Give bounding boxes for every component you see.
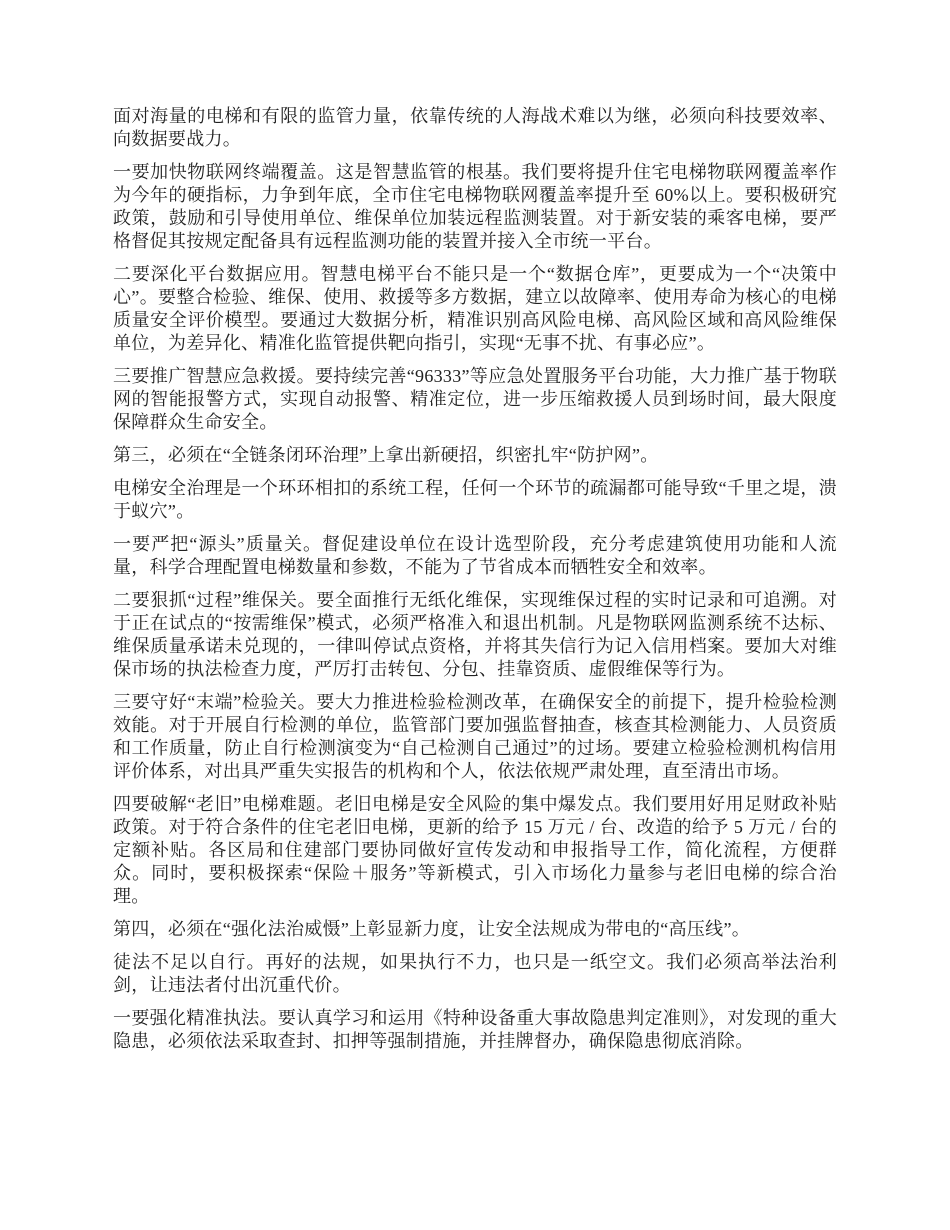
paragraph-section-heading: 第三，必须在“全链条闭环治理”上拿出新硬招，织密扎牢“防护网”。 bbox=[113, 445, 659, 465]
paragraph: 二要狠抓“过程”维保关。要全面推行无纸化维保，实现维保过程的实时记录和可追溯。对于正在试点的“按需维保”模式，必须严格准入和退出机制。凡是物联网监测系统不达标、维保质量承诺未兑现的，一律叫停试点资格，并将其失信行为记入信用档案。要加大对维保市场的执法检查力度，严厉打击转包、分包、挂靠资质、虚假维保等行为。 bbox=[113, 590, 837, 679]
paragraph: 四要破解“老旧”电梯难题。老旧电梯是安全风险的集中爆发点。我们要用好用足财政补贴政策。对于符合条件的住宅老旧电梯，更新的给予 15 万元 / 台、改造的给予 5 万元 / 台的定额补贴。各区局和住建部门要协同做好宣传发动和申报指导工作，简化流程，方便群众。同时，要积极探索“保险＋服务”等新模式，引入市场化力量参与老旧电梯的综合治理。 bbox=[113, 794, 837, 906]
paragraph: 面对海量的电梯和有限的监管力量，依靠传统的人海战术难以为继，必须向科技要效率、向数据要战力。 bbox=[113, 106, 837, 149]
paragraph: 徒法不足以自行。再好的法规，如果执行不力，也只是一纸空文。我们必须高举法治利剑，让违法者付出沉重代价。 bbox=[113, 952, 837, 995]
paragraph-section-heading: 第四，必须在“强化法治威慑”上彰显新力度，让安全法规成为带电的“高压线”。 bbox=[113, 919, 751, 939]
paragraph: 一要严把“源头”质量关。督促建设单位在设计选型阶段，充分考虑建筑使用功能和人流量，科学合理配置电梯数量和参数，不能为了节省成本而牺牲安全和效率。 bbox=[113, 534, 837, 577]
paragraph: 二要深化平台数据应用。智慧电梯平台不能只是一个“数据仓库”，更要成为一个“决策中心”。要整合检验、维保、使用、救援等多方数据，建立以故障率、使用寿命为核心的电梯质量安全评价模型。要通过大数据分析，精准识别高风险电梯、高风险区域和高风险维保单位，为差异化、精准化监管提供靶向指引，实现“无事不扰、有事必应”。 bbox=[113, 264, 837, 353]
paragraph: 一要加快物联网终端覆盖。这是智慧监管的根基。我们要将提升住宅电梯物联网覆盖率作为今年的硬指标，力争到年底，全市住宅电梯物联网覆盖率提升至 60%以上。要积极研究政策，鼓励和引导使用单位、维保单位加装远程监测装置。对于新安装的乘客电梯，要严格督促其按规定配备具有远程监测功能的装置并接入全市统一平台。 bbox=[113, 162, 837, 251]
paragraph: 一要强化精准执法。要认真学习和运用《特种设备重大事故隐患判定准则》，对发现的重大隐患，必须依法采取查封、扣押等强制措施，并挂牌督办，确保隐患彻底消除。 bbox=[113, 1008, 837, 1051]
paragraph: 三要守好“末端”检验关。要大力推进检验检测改革，在确保安全的前提下，提升检验检测效能。对于开展自行检测的单位，监管部门要加强监督抽查，核查其检测能力、人员资质和工作质量，防止自行检测演变为“自己检测自己通过”的过场。要建立检验检测机构信用评价体系，对出具严重失实报告的机构和个人，依法依规严肃处理，直至清出市场。 bbox=[113, 692, 837, 781]
paragraph: 电梯安全治理是一个环环相扣的系统工程，任何一个环节的疏漏都可能导致“千里之堤，溃于蚁穴”。 bbox=[113, 478, 837, 521]
paragraph: 三要推广智慧应急救援。要持续完善“96333”等应急处置服务平台功能，大力推广基于物联网的智能报警方式，实现自动报警、精准定位，进一步压缩救援人员到场时间，最大限度保障群众生命安全。 bbox=[113, 366, 837, 432]
